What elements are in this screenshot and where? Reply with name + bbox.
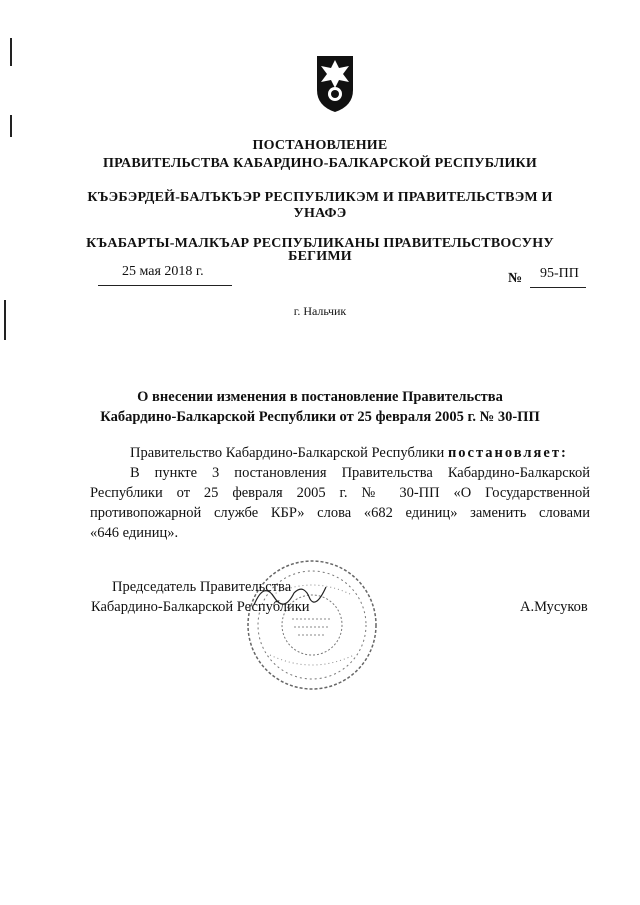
city: г. Нальчик (293, 304, 347, 318)
coat-of-arms-icon (313, 50, 357, 114)
signatory-position: Председатель Правительства (112, 579, 292, 595)
paragraph-line4: «646 единиц». (90, 525, 179, 541)
kabardian-title: КЪЭБЭРДЕЙ-БАЛЪКЪЭР РЕСПУБЛИКЭМ И ПРАВИТЕЛЬСТВЭМ И (87, 190, 553, 205)
scan-mark (10, 115, 12, 137)
handwritten-signature (250, 575, 330, 615)
balkar-title: КЪАБАРТЫ-МАЛКЪАР РЕСПУБЛИКАНЫ ПРАВИТЕЛЬСТВОСУНУ (86, 236, 554, 251)
document-number: 95-ПП (540, 266, 579, 281)
paragraph-line1: В пункте 3 постановления Правительства Кабардино-Балкарской (130, 465, 590, 481)
signatory-name: А.Мусуков (520, 599, 588, 615)
decree-word: постановляет: (447, 445, 568, 461)
number-underline (530, 287, 586, 288)
preamble (130, 443, 590, 464)
scan-mark (10, 38, 12, 66)
document-date: 25 мая 2018 г. (122, 264, 204, 279)
document-title: ПОСТАНОВЛЕНИЕ (252, 138, 388, 153)
date-underline (98, 285, 232, 286)
kabardian-title-cont: УНАФЭ (293, 206, 347, 221)
paragraph-line2: Республики от 25 февраля 2005 г. № 30-ПП «О Государственной (90, 485, 590, 501)
balkar-title-cont: БЕГИМИ (288, 249, 352, 264)
government-name: ПРАВИТЕЛЬСТВА КАБАРДИНО-БАЛКАРСКОЙ РЕСПУБЛИКИ (102, 156, 538, 171)
preamble-text: Правительство Кабардино-Балкарской Республики (130, 445, 445, 461)
signatory-position-cont: Кабардино-Балкарской Республики (91, 599, 310, 615)
number-sign: № (508, 271, 523, 286)
subject-line1: О внесении изменения в постановление Правительства (137, 389, 503, 405)
subject-line2: Кабардино-Балкарской Республики от 25 февраля 2005 г. № 30-ПП (100, 409, 540, 425)
paragraph-line3: противопожарной службе КБР» слова «682 единиц» заменить словами (90, 505, 590, 521)
